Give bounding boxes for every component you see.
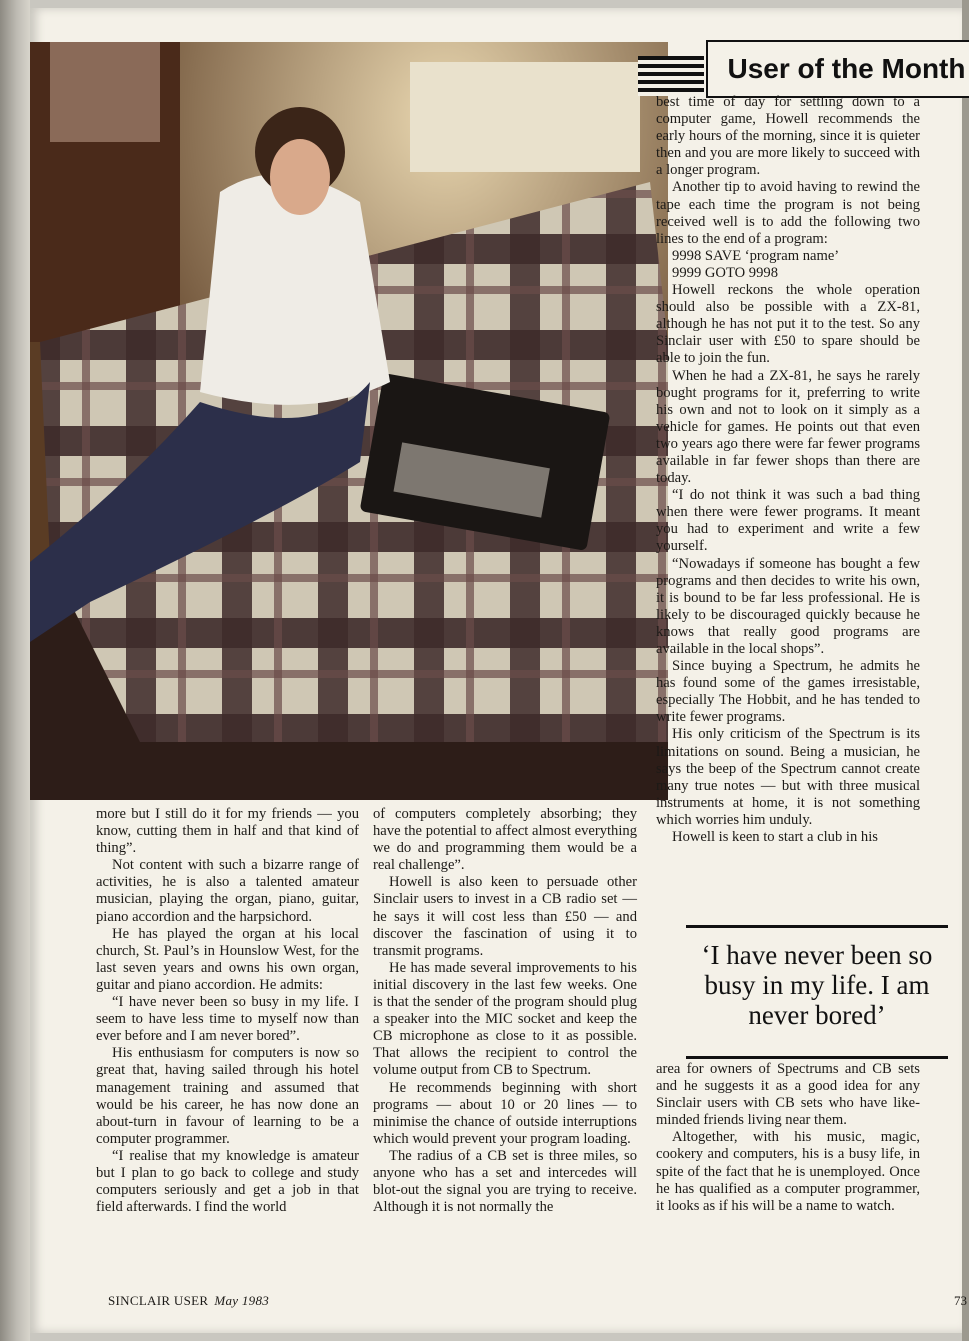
article-column-right-top [656,94,920,846]
paragraph: He recommends beginning with short programs — about 10 or 20 lines — to minimise the chance of outside interruptions which would prevent your program loading. [373,1079,637,1147]
page-number: 73 [954,1293,967,1308]
paragraph: “Nowadays if someone has bought a few programs and then decides to write his own, it is bound to be far less professional. He is likely to be discouraged quickly because he knows that really good programs are available in the local shops”. [656,555,920,657]
footer-credit [108,1293,269,1309]
magazine-page [30,8,967,1333]
paragraph: Since buying a Spectrum, he admits he has found some of the games irresistable, especially The Hobbit, and he has tended to write fewer programs. [656,658,920,726]
paragraph: area for owners of Spectrums and CB sets and he suggests it as a good idea for any Sinclair users with CB sets who have like-minded friends living near them. [656,1061,920,1129]
paragraph: “I realise that my knowledge is amateur but I plan to go back to college and study computers seriously and get a job in that field afterwards. I find the world [96,1147,359,1216]
paragraph: Howell is keen to start a club in his [672,829,878,846]
paragraph: He has made several improvements to his initial discovery in the last few weeks. One is that the sender of the program should plug a speaker into the MIC socket and keep the CB microphone as close to it as possible. That allows the recipient to control the volume output from CB to Spectrum. [373,959,637,1079]
section-header [706,40,969,98]
paragraph: best time of day for settling down to a computer game, Howell recommends the early hours of the morning, since it is quieter then and you are more likely to succeed with a longer program. [656,94,920,179]
paragraph: Not content with such a bizarre range of activities, he is also a talented amateur musician, playing the organ, piano, guitar, piano accordion and the harpsichord. [96,857,359,925]
paragraph: Another tip to avoid having to rewind the tape each time the program is not being received well is to add the following two lines to the end of a program: [656,179,920,247]
issue-date: May 1983 [214,1293,270,1308]
paragraph: When he had a ZX-81, he says he rarely bought programs for it, preferring to write his own and not to look on it simply as a vehicle for games. He points out that even two years ago there were far fewer programs available in far fewer shops than there are today. [656,367,920,487]
paragraph: Howell reckons the whole operation should also be possible with a ZX-81, although he has not put it to the test. So any Sinclair user with £50 to spare should be able to join the fun. [656,282,920,367]
pull-quote: ‘I have never been so busy in my life. I am never bored’ [701,940,933,1030]
paragraph: His enthusiasm for computers is now so great that, having sailed through his hotel management training and assumed that would be his career, he has now done an about-turn in favour of learning to be a computer programmer. [96,1045,359,1147]
photo-user-on-sofa [30,42,668,800]
magazine-name: SINCLAIR USER [108,1293,209,1308]
paragraph: His only criticism of the Spectrum is its limitations on sound. Being a musician, he says the beep of the Spectrum cannot create many true notes — but with three musical instruments at home, it is not something which worries him unduly. [656,726,920,828]
article-column-middle [373,806,637,1216]
article-column-right-bottom [656,1061,920,1215]
paragraph: The radius of a CB set is three miles, so anyone who has a set and intercedes will blot-out the signal you are trying to receive. Although it is not normally the [373,1147,637,1216]
page-edge-right [962,0,969,1341]
code-line: 9999 GOTO 9998 [672,264,778,281]
section-title: User of the Month [727,53,966,84]
binding-spine-left [0,0,30,1341]
paragraph: He has played the organ at his local church, St. Paul’s in Hounslow West, for the last seven years and owns his own organ, guitar and piano accordion. He admits: [96,925,359,993]
pull-quote-rule-top [686,925,948,928]
pull-quote-rule-bottom [686,1056,948,1059]
code-line: 9998 SAVE ‘program name’ [672,247,840,264]
paragraph: “I do not think it was such a bad thing when there were fewer programs. It meant you had to experiment and write a few yourself. [656,487,920,555]
article-column-left [96,806,359,1216]
paragraph: more but I still do it for my friends — you know, cutting them in half and that kind of thing”. [96,806,359,857]
header-stripes-left [638,56,704,96]
paragraph: of computers completely absorbing; they have the potential to affect almost everything we do and programming them would be a real challenge”. [373,806,637,874]
paragraph: “I have never been so busy in my life. I seem to have less time to myself now than ever before and I am never bored”. [96,994,359,1045]
paragraph: Altogether, with his music, magic, cookery and computers, his is a busy life, in spite of the fact that he is unemployed. Once he has qualified as a computer programmer, it looks as if his will be a name to watch. [656,1129,920,1214]
paragraph: Howell is also keen to persuade other Sinclair users to invest in a CB radio set — he says it will cost less than £50 — and discover the fascination of using it to transmit programs. [373,874,637,959]
